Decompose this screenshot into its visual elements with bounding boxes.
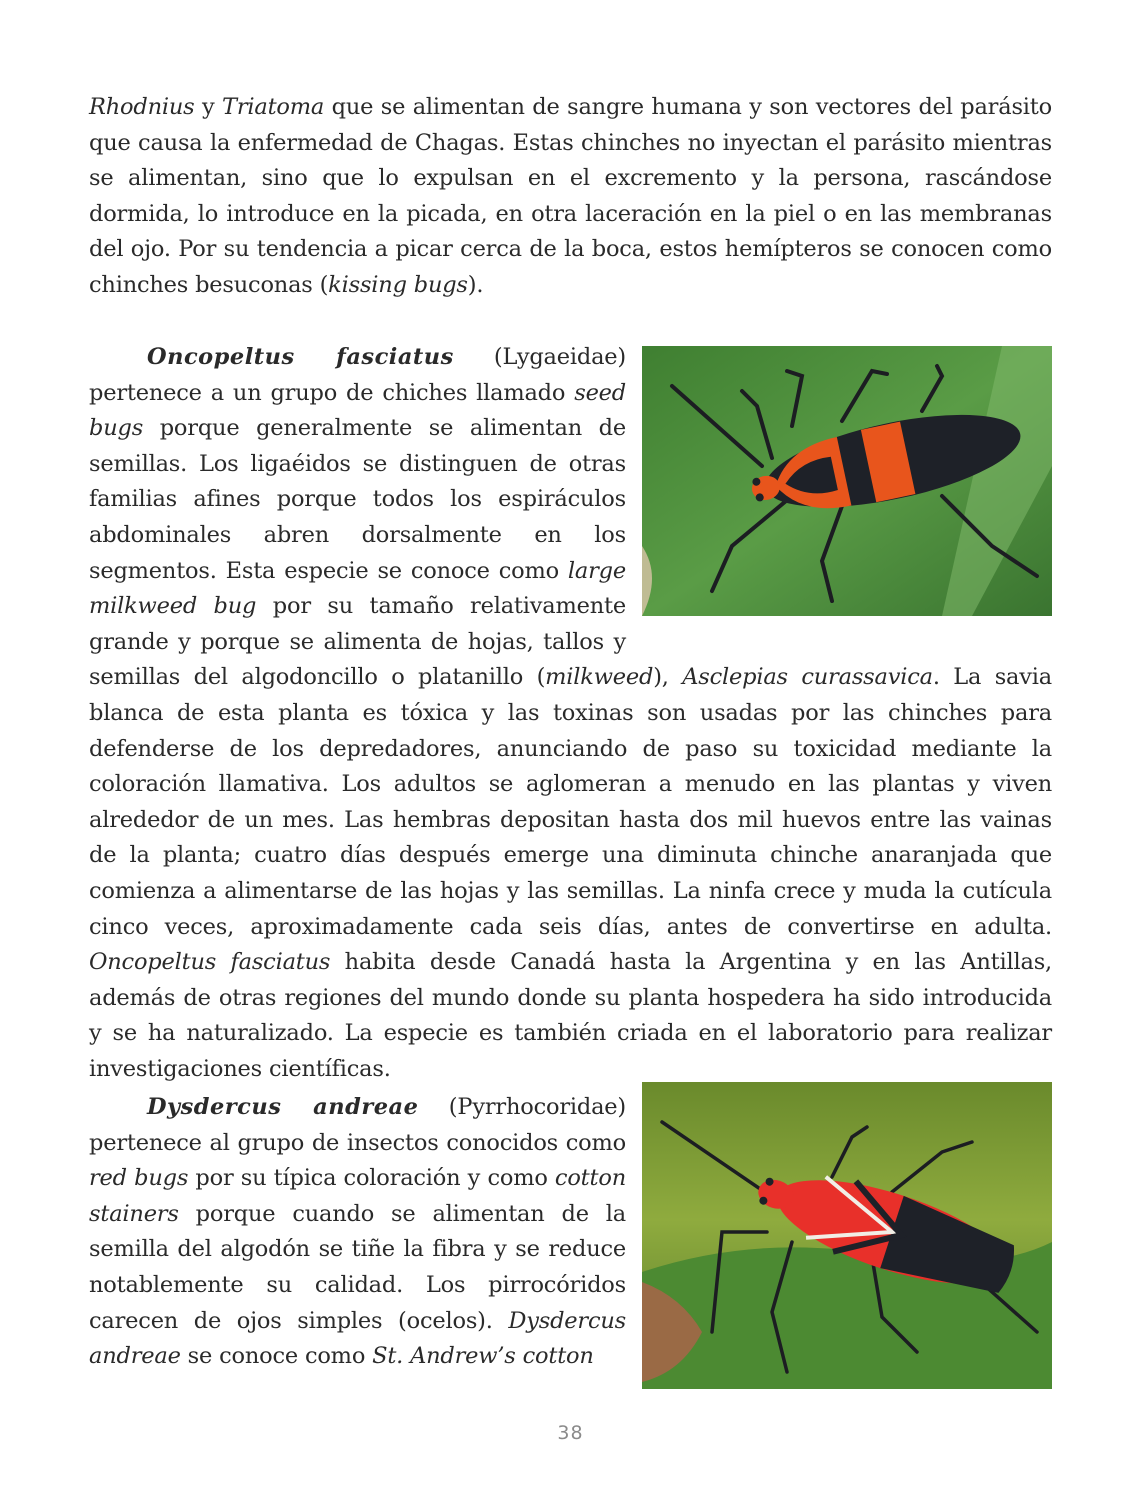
dysdercus-photo	[642, 1082, 1052, 1389]
text-run: ).	[467, 271, 484, 298]
text-run: pertenece al grupo de insectos conocidos como	[89, 1129, 626, 1156]
genus-rhodnius: Rhodnius	[89, 94, 195, 120]
oncopeltus-photo	[642, 346, 1052, 616]
term-kissing-bugs: kissing bugs	[328, 271, 468, 298]
text-run: porque generalmente se alimentan de semillas. Los ligaéidos se distinguen de otras familias afines porque todos los espiráculos abdominales abren dorsalmente en los segmentos. Esta especie se conoce como	[89, 415, 626, 584]
family-pyrrhocoridae: (Pyrrhocoridae)	[418, 1094, 626, 1120]
term-red-bugs: red bugs	[89, 1165, 189, 1192]
text-run: y	[194, 94, 223, 120]
species-oncopeltus: Oncopeltus fasciatus	[147, 344, 454, 370]
text-run: ),	[653, 664, 683, 691]
paragraph-dysdercus	[89, 1090, 1052, 1389]
species-dysdercus-ref: Dysdercus andreae	[89, 1307, 626, 1370]
page-number: 38	[557, 1422, 584, 1444]
term-large-milkweed-bug: large milkweed bug	[89, 557, 626, 620]
text-run: se conoce como	[180, 1343, 373, 1370]
text-run: . La savia blanca de esta planta es tóxica y las toxinas son usadas por las chinches para defenderse de los depredadores, anunciando de paso su toxicidad mediante la coloración llamativa. Los adultos se aglomeran a menudo en las plantas y viven alrededor de un mes. Las hembras depositan hasta dos mil huevos entre las vainas de la planta; cuatro días después emerge una diminuta chinche anaranjada que comienza a alimentarse de las hojas y las semillas. La ninfa crece y muda la cutícula cinco veces, aproximadamente cada seis días, antes de convertirse en adulta.	[89, 664, 1052, 940]
text-run: por su típica coloración y como	[188, 1165, 555, 1192]
species-dysdercus: Dysdercus andreae	[147, 1094, 419, 1120]
family-lygaeidae: (Lygaeidae)	[453, 344, 626, 370]
genus-triatoma: Triatoma	[222, 94, 325, 120]
term-st-andrews-cotton: St. Andrew’s cotton	[372, 1343, 594, 1370]
text-run: porque cuando se alimentan de la semilla del algodón se tiñe la fibra y se reduce notablemente su calidad. Los pirrocóridos carecen de ojos simples (ocelos).	[89, 1200, 626, 1334]
paragraph-oncopeltus	[89, 340, 1052, 1087]
term-milkweed: milkweed	[545, 664, 654, 691]
text-run: que se alimentan de sangre humana y son vectores del parásito que causa la enfermedad de Chagas. Estas chinches no inyectan el parásito mientras se alimentan, sino que lo expulsan en el excremento y la persona, rascándose dormida, lo introduce en la picada, en otra laceración en la piel o en las membranas del ojo. Por su tendencia a picar cerca de la boca, estos hemípteros se conocen como chinches besuconas (	[89, 94, 1052, 298]
species-asclepias: Asclepias curassavica	[682, 664, 933, 691]
term-seed-bugs: seed bugs	[89, 379, 626, 442]
text-run: habita desde Canadá hasta la Argentina y en las Antillas, además de otras regiones del mundo donde su planta hospedera ha sido introducida y se ha naturalizado. La especie es también criada en el laboratorio para realizar investigaciones científicas.	[89, 949, 1052, 1082]
text-run: pertenece a un grupo de chiches llamado	[89, 379, 575, 406]
term-cotton-stainers: cotton stainers	[89, 1165, 626, 1227]
species-oncopeltus-ref: Oncopeltus fasciatus	[89, 949, 331, 976]
paragraph-chagas	[89, 90, 1052, 304]
text-run: por su tamaño relativamente grande y porque se alimenta de hojas, tallos y semillas del algodoncillo o platanillo (	[89, 593, 626, 691]
